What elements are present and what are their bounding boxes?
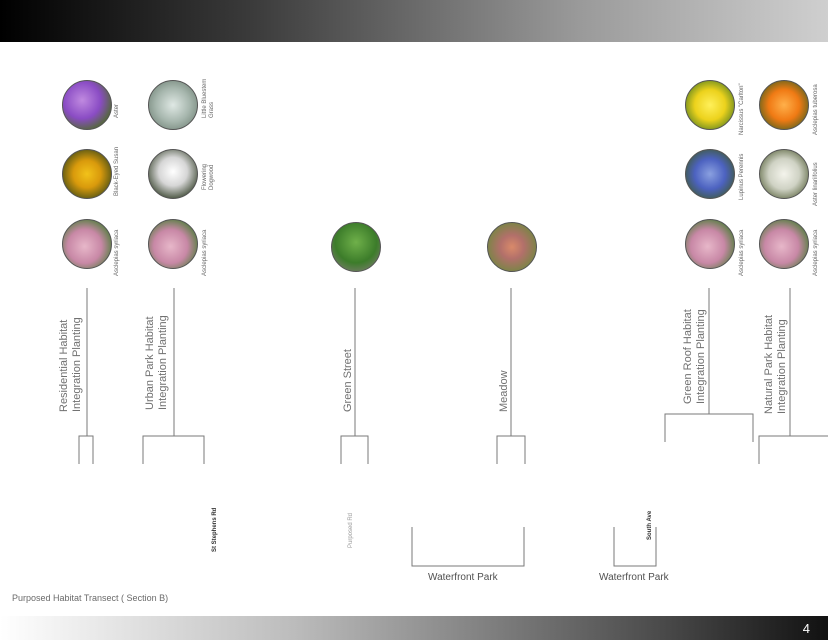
asclepias-syriaca-label-3: Asclepias syriaca <box>739 229 745 276</box>
asclepias-tuberosa-label: Asclepias tuberosa <box>813 84 819 135</box>
zone-urban-park-label: Urban Park Habitat Integration Planting <box>144 315 169 410</box>
south-ave-label: South Ave <box>647 510 653 540</box>
black-eyed-susan-label: Black-Eyed Susan <box>114 146 120 196</box>
narcissus-label: Narcissus "Carlton" <box>739 83 745 135</box>
purposed-rd-label: Purposed Rd <box>348 512 354 548</box>
transect-caption: Purposed Habitat Transect ( Section B) <box>12 593 169 603</box>
zone-meadow-label: Meadow <box>498 370 510 412</box>
little-bluestem-label: Little Bluestem Grass <box>202 78 215 118</box>
footer-bar <box>0 616 828 640</box>
aster-label: Aster <box>114 103 120 118</box>
page-number: 4 <box>802 621 810 636</box>
aster-linariifolius-label: Aster linariifolius <box>813 162 819 206</box>
flowering-dogwood-label: Flowering Dogwood <box>202 163 215 190</box>
zone-residential-label: Residential Habitat Integration Planting <box>58 317 83 412</box>
asclepias-syriaca-label: Asclepias syriaca <box>114 229 120 276</box>
waterfront-park-label-2: Waterfront Park <box>599 572 669 583</box>
lupinus-perennis-label: Lupinus Perennis <box>739 153 745 200</box>
asclepias-syriaca-label-4: Asclepias syriaca <box>813 229 819 276</box>
zone-green-street-label: Green Street <box>342 349 354 412</box>
st-stephens-rd-label: St Stephens Rd <box>212 507 218 552</box>
zone-green-roof-label: Green Roof Habitat Integration Planting <box>682 309 707 404</box>
waterfront-park-label-1: Waterfront Park <box>428 572 498 583</box>
zone-natural-park-label: Natural Park Habitat Integration Planting <box>763 314 788 414</box>
asclepias-syriaca-label-2: Asclepias syriaca <box>202 229 208 276</box>
